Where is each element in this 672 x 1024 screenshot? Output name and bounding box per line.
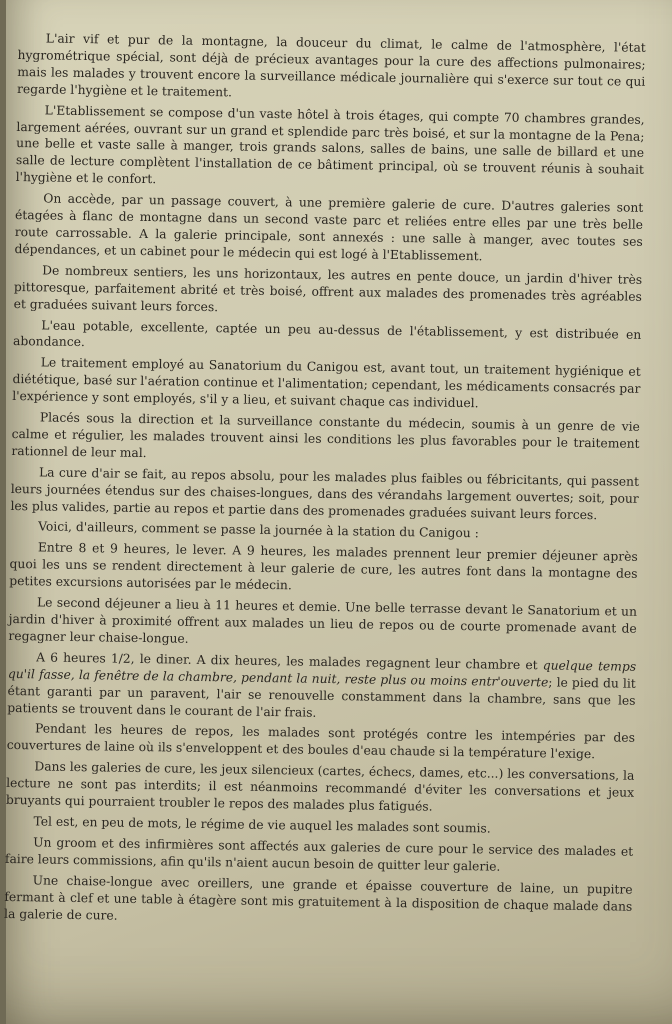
paragraph: De nombreux sentiers, les uns horizontaux, les autres en pente douce, un jardin d'hiver très pittoresque, parfaitement abrité et très boisé, offrent aux malades des promenades très agréables et graduées suivant leurs forces. [13, 263, 643, 314]
paragraph: Le second déjeuner a lieu à 11 heures et demie. Une belle terrasse devant le Sanatorium et un jardin d'hiver à proximité offrent aux malades un lieu de repos ou de courte promenade avant de regagner leur chaise-longue. [8, 595, 638, 646]
italic-text: quelque temps qu'il fasse, la fenêtre de la chambre, pendant la nuit, reste plus ou moins entr'ouverte [7, 658, 637, 690]
paragraph: L'Etablissement se compose d'un vaste hôtel à trois étages, qui compte 70 chambres grandes, largement aérées, ouvrant sur un grand et splendide parc très boisé, et sur la montagne de la Pena; une belle et vaste salle à manger, trois grands salons, salles de bains, une salle de billard et une salle de lecture complètent l'installation de ce bâtiment principal, où se trouvent réunis à souhait l'hygiène et le confort. [15, 103, 645, 187]
paragraph: Le traitement employé au Sanatorium du Canigou est, avant tout, un traitement hygiénique et diététique, basé sur l'aération continue et l'alimentation; cependant, les médicaments consacrés par l'expérience y sont employés, s'il y a lieu, et suivant chaque cas individuel. [12, 355, 641, 411]
paragraph: Placés sous la direction et la surveillance constante du médecin, soumis à un genre de vie calme et régulier, les malades trouvent ainsi les conditions les plus favorables pour le traitement rationnel de leur mal. [11, 410, 640, 460]
paragraph: Dans les galeries de cure, les jeux silencieux (cartes, échecs, dames, etc...) les conversations, la lecture ne sont pas interdits; il est néanmoins recommandé d'éviter les conversations et jeux bruyants qui pourraient troubler le repos des malades plus fatigués. [5, 759, 635, 814]
paragraph: Une chaise-longue avec oreillers, une grande et épaisse couverture de laine, un pupitre fermant à clef et une table à étagère sont mis gratuitement à la disposition de chaque malade dans la galerie de cure. [4, 873, 633, 923]
paragraph: Un groom et des infirmières sont affectés aux galeries de cure pour le service des malades et faire leurs commissions, afin qu'ils n'aient aucun besoin de quitter leur galerie. [4, 835, 634, 874]
paragraph: L'eau potable, excellente, captée un peu au-dessus de l'établissement, y est distribuée en abondance. [12, 317, 642, 350]
paragraph [7, 649, 636, 726]
paragraph: L'air vif et pur de la montagne, la douceur du climat, le calme de l'atmosphère, l'état hygrométrique spécial, sont déjà de précieux avantages pour la cure des affections pulmonaires; mais les malades y trouvent encore la surveillance médicale journalière qui s'exerce sur tout ce qui regarde l'hygiène et le traitement. [16, 31, 646, 100]
paragraph: Voici, d'ailleurs, comment se passe la journée à la station du Canigou : [38, 519, 479, 541]
paragraph: Tel est, en peu de mots, le régime de vie auquel les malades sont soumis. [33, 814, 491, 836]
paragraph: Entre 8 et 9 heures, le lever. A 9 heures, les malades prennent leur premier déjeuner après quoi les uns se rendent directement à leur galerie de cure, les autres font dans la montagne des petites excursions autorisées par le médecin. [9, 540, 638, 593]
paragraph: Pendant les heures de repos, les malades sont protégés contre les intempéries par des couvertures de laine où ils s'enveloppent et des boules d'eau chaude si la température l'exige. [6, 721, 636, 762]
paragraph: On accède, par un passage couvert, à une première galerie de cure. D'autres galeries sont étagées à flanc de montagne dans un second vaste parc et reliées entre elles par une très belle route carrossable. A la galerie principale, sont annexés : une salle à manger, avec toutes ses dépendances, et un cabinet pour le médecin qui est logé à l'Etablissement. [14, 191, 644, 264]
paragraph: La cure d'air se fait, au repos absolu, pour les malades plus faibles ou fébricitants, qui passent leurs journées étendus sur des chaises-longues, dans des vérandahs largement ouvertes; soit, pour les plus valides, partie au repos et partie dans des promenades graduées suivant leurs forces. [10, 465, 640, 522]
paragraph-text: ; le pied du lit étant garanti par un paravent, l'air se renouvelle constamment dans la chambre, sans que les patients se trouvent dans le courant de l'air frais. [7, 675, 636, 720]
page-text [4, 30, 646, 936]
paragraph-text: A 6 heures 1/2, le diner. A dix heures, les malades regagnent leur chambre et [36, 650, 543, 673]
book-page [6, 0, 672, 1024]
